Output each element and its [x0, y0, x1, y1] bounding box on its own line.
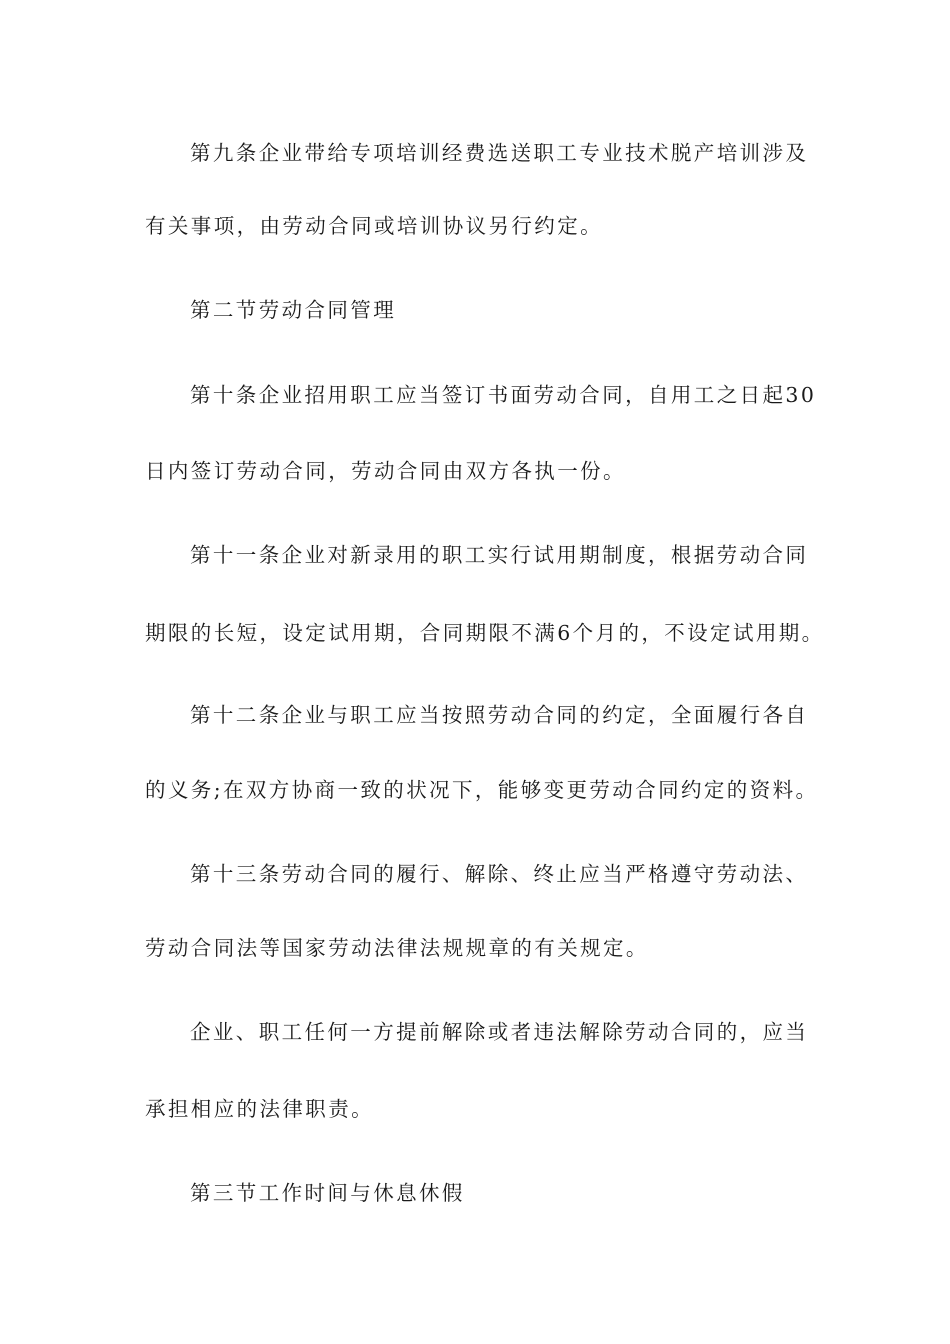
article-12-line-1: 第十二条企业与职工应当按照劳动合同的约定，全面履行各自	[190, 703, 809, 727]
article-13-line-1: 第十三条劳动合同的履行、解除、终止应当严格遵守劳动法、	[190, 862, 809, 886]
section-2-heading: 第二节劳动合同管理	[190, 298, 397, 322]
termination-line-1: 企业、职工任何一方提前解除或者违法解除劳动合同的，应当	[190, 1020, 809, 1044]
article-11-line-2: 期限的长短，设定试用期，合同期限不满6个月的，不设定试用期。	[145, 621, 825, 645]
article-10-line-1: 第十条企业招用职工应当签订书面劳动合同，自用工之日起30	[190, 383, 817, 407]
termination-line-2: 承担相应的法律职责。	[145, 1097, 374, 1121]
article-13-line-2: 劳动合同法等国家劳动法律法规规章的有关规定。	[145, 936, 649, 960]
section-3-heading: 第三节工作时间与休息休假	[190, 1181, 465, 1205]
article-11-line-1: 第十一条企业对新录用的职工实行试用期制度，根据劳动合同	[190, 543, 809, 567]
article-9-line-1: 第九条企业带给专项培训经费选送职工专业技术脱产培训涉及	[190, 141, 809, 165]
article-10-line-2: 日内签订劳动合同，劳动合同由双方各执一份。	[145, 459, 626, 483]
article-12-line-2: 的义务;在双方协商一致的状况下，能够变更劳动合同约定的资料。	[145, 778, 819, 802]
article-9-line-2: 有关事项，由劳动合同或培训协议另行约定。	[145, 214, 603, 238]
